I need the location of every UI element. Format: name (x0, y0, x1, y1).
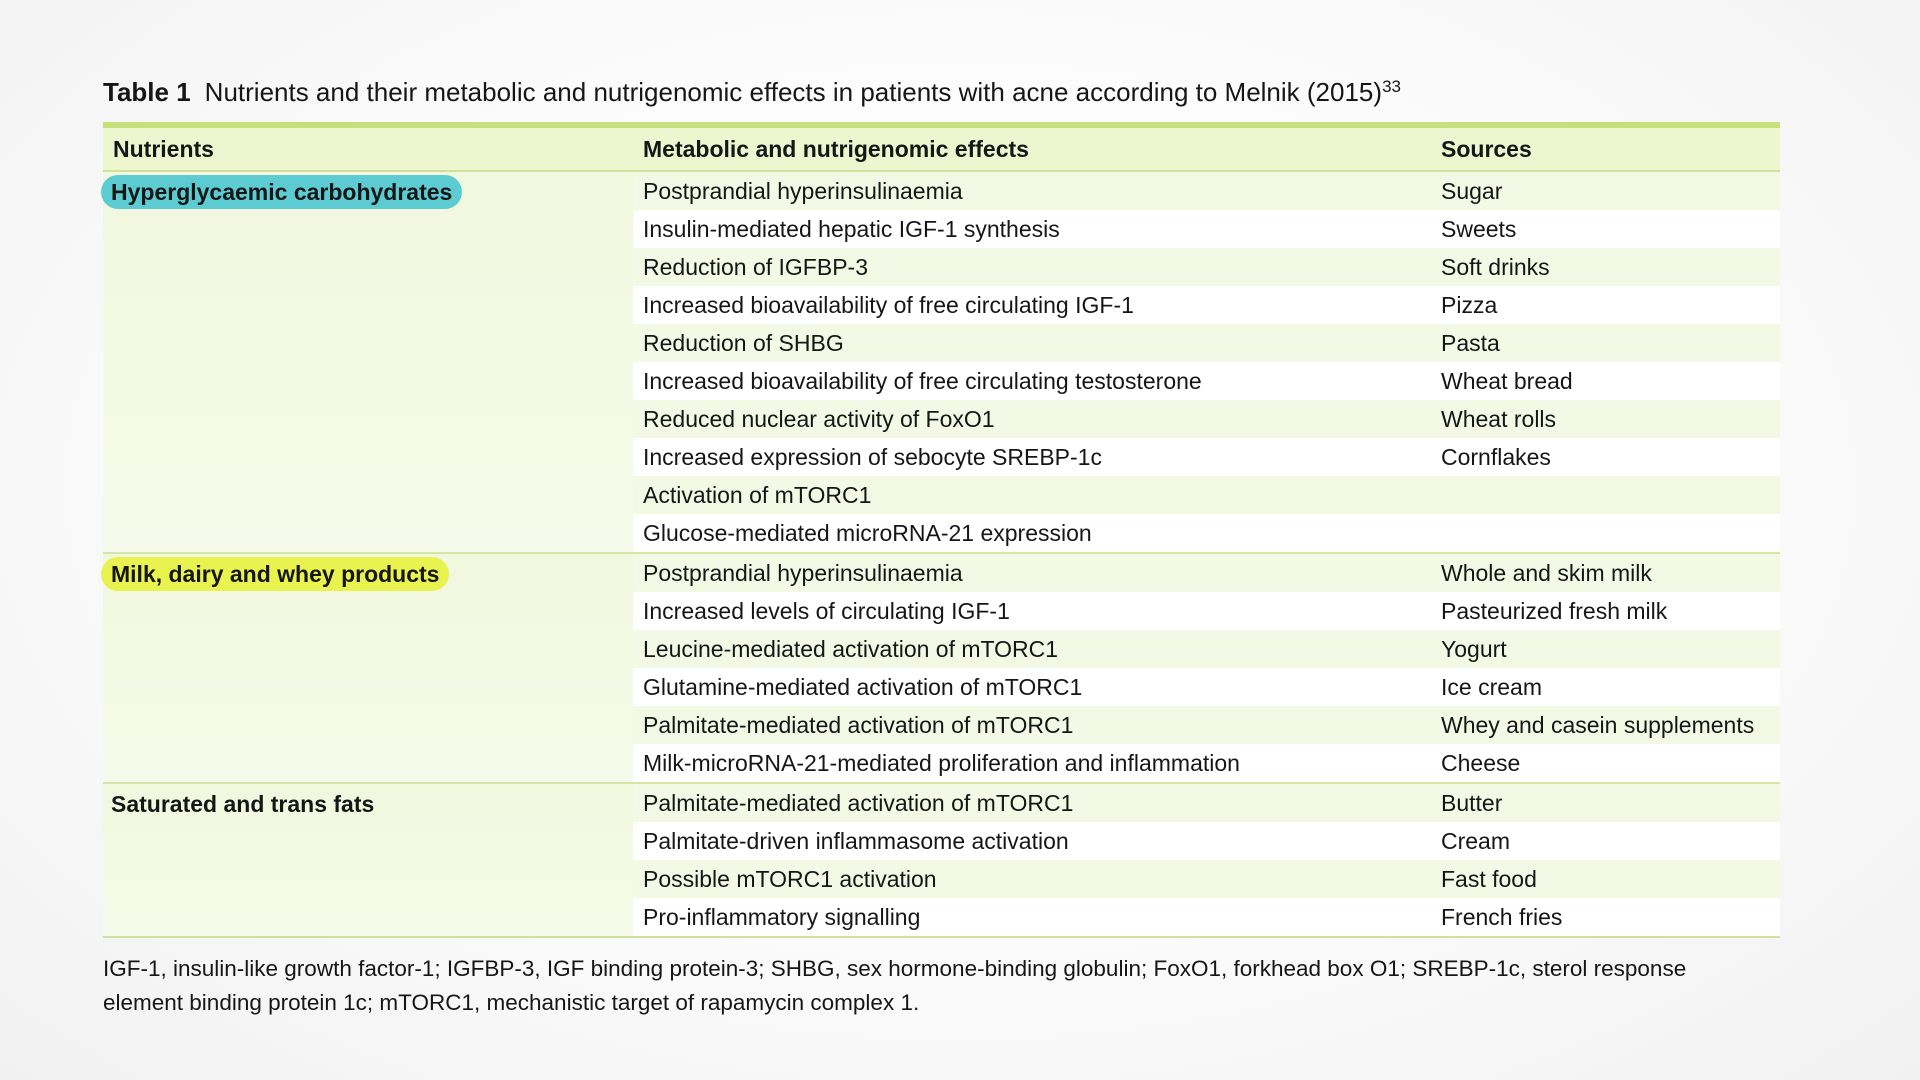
effect-cell: Increased bioavailability of free circulating testosterone (633, 362, 1431, 400)
nutrient-cell (103, 171, 633, 553)
effect-cell: Insulin-mediated hepatic IGF-1 synthesis (633, 210, 1431, 248)
source-cell: Pizza (1431, 286, 1780, 324)
effect-cell: Postprandial hyperinsulinaemia (633, 171, 1431, 210)
source-cell: Whey and casein supplements (1431, 706, 1780, 744)
source-cell: Yogurt (1431, 630, 1780, 668)
source-cell: Sweets (1431, 210, 1780, 248)
source-cell: Pasta (1431, 324, 1780, 362)
effect-cell: Glutamine-mediated activation of mTORC1 (633, 668, 1431, 706)
effect-cell: Postprandial hyperinsulinaemia (633, 553, 1431, 592)
header-nutrients: Nutrients (103, 125, 633, 171)
effect-cell: Palmitate-driven inflammasome activation (633, 822, 1431, 860)
effect-cell: Glucose-mediated microRNA-21 expression (633, 514, 1431, 553)
source-cell: Fast food (1431, 860, 1780, 898)
table-row (103, 171, 1780, 210)
source-cell (1431, 514, 1780, 553)
effect-cell: Increased expression of sebocyte SREBP-1c (633, 438, 1431, 476)
effect-cell: Reduction of IGFBP-3 (633, 248, 1431, 286)
table-row (103, 553, 1780, 592)
effect-cell: Reduced nuclear activity of FoxO1 (633, 400, 1431, 438)
nutrients-table (103, 122, 1780, 938)
source-cell: Cheese (1431, 744, 1780, 783)
table-body (103, 171, 1780, 937)
source-cell: Pasteurized fresh milk (1431, 592, 1780, 630)
source-cell: Wheat bread (1431, 362, 1780, 400)
source-cell: Wheat rolls (1431, 400, 1780, 438)
source-cell: Soft drinks (1431, 248, 1780, 286)
header-sources: Sources (1431, 125, 1780, 171)
nutrient-name: Milk, dairy and whey products (101, 557, 449, 591)
nutrient-name: Hyperglycaemic carbohydrates (101, 175, 462, 209)
table-label: Table 1 (103, 77, 191, 107)
source-cell: Ice cream (1431, 668, 1780, 706)
effect-cell: Leucine-mediated activation of mTORC1 (633, 630, 1431, 668)
source-cell: French fries (1431, 898, 1780, 937)
source-cell: Sugar (1431, 171, 1780, 210)
effect-cell: Milk-microRNA-21-mediated proliferation and inflammation (633, 744, 1431, 783)
nutrient-name: Saturated and trans fats (111, 791, 375, 817)
effect-cell: Increased bioavailability of free circulating IGF-1 (633, 286, 1431, 324)
effect-cell: Pro-inflammatory signalling (633, 898, 1431, 937)
effect-cell: Reduction of SHBG (633, 324, 1431, 362)
header-effects: Metabolic and nutrigenomic effects (633, 125, 1431, 171)
table-row (103, 783, 1780, 822)
source-cell (1431, 476, 1780, 514)
table-title: Nutrients and their metabolic and nutrigenomic effects in patients with acne according to Melnik (2015) (204, 77, 1383, 107)
effect-cell: Possible mTORC1 activation (633, 860, 1431, 898)
nutrient-cell (103, 783, 633, 937)
effect-cell: Increased levels of circulating IGF-1 (633, 592, 1431, 630)
source-cell: Whole and skim milk (1431, 553, 1780, 592)
source-cell: Butter (1431, 783, 1780, 822)
reference-superscript: 33 (1382, 77, 1401, 96)
source-cell: Cream (1431, 822, 1780, 860)
table-footnote: IGF-1, insulin-like growth factor-1; IGFBP-3, IGF binding protein-3; SHBG, sex hormone-binding globulin; FoxO1, forkhead box O1; SREBP-1c, sterol response element binding protein 1c; mTORC1, mechanistic target of rapamycin complex 1. (103, 956, 1687, 1015)
source-cell: Cornflakes (1431, 438, 1780, 476)
table-header-row (103, 125, 1780, 171)
effect-cell: Activation of mTORC1 (633, 476, 1431, 514)
table-figure (103, 72, 1780, 1020)
nutrient-cell (103, 553, 633, 783)
effect-cell: Palmitate-mediated activation of mTORC1 (633, 706, 1431, 744)
table-caption (103, 72, 1780, 116)
effect-cell: Palmitate-mediated activation of mTORC1 (633, 783, 1431, 822)
